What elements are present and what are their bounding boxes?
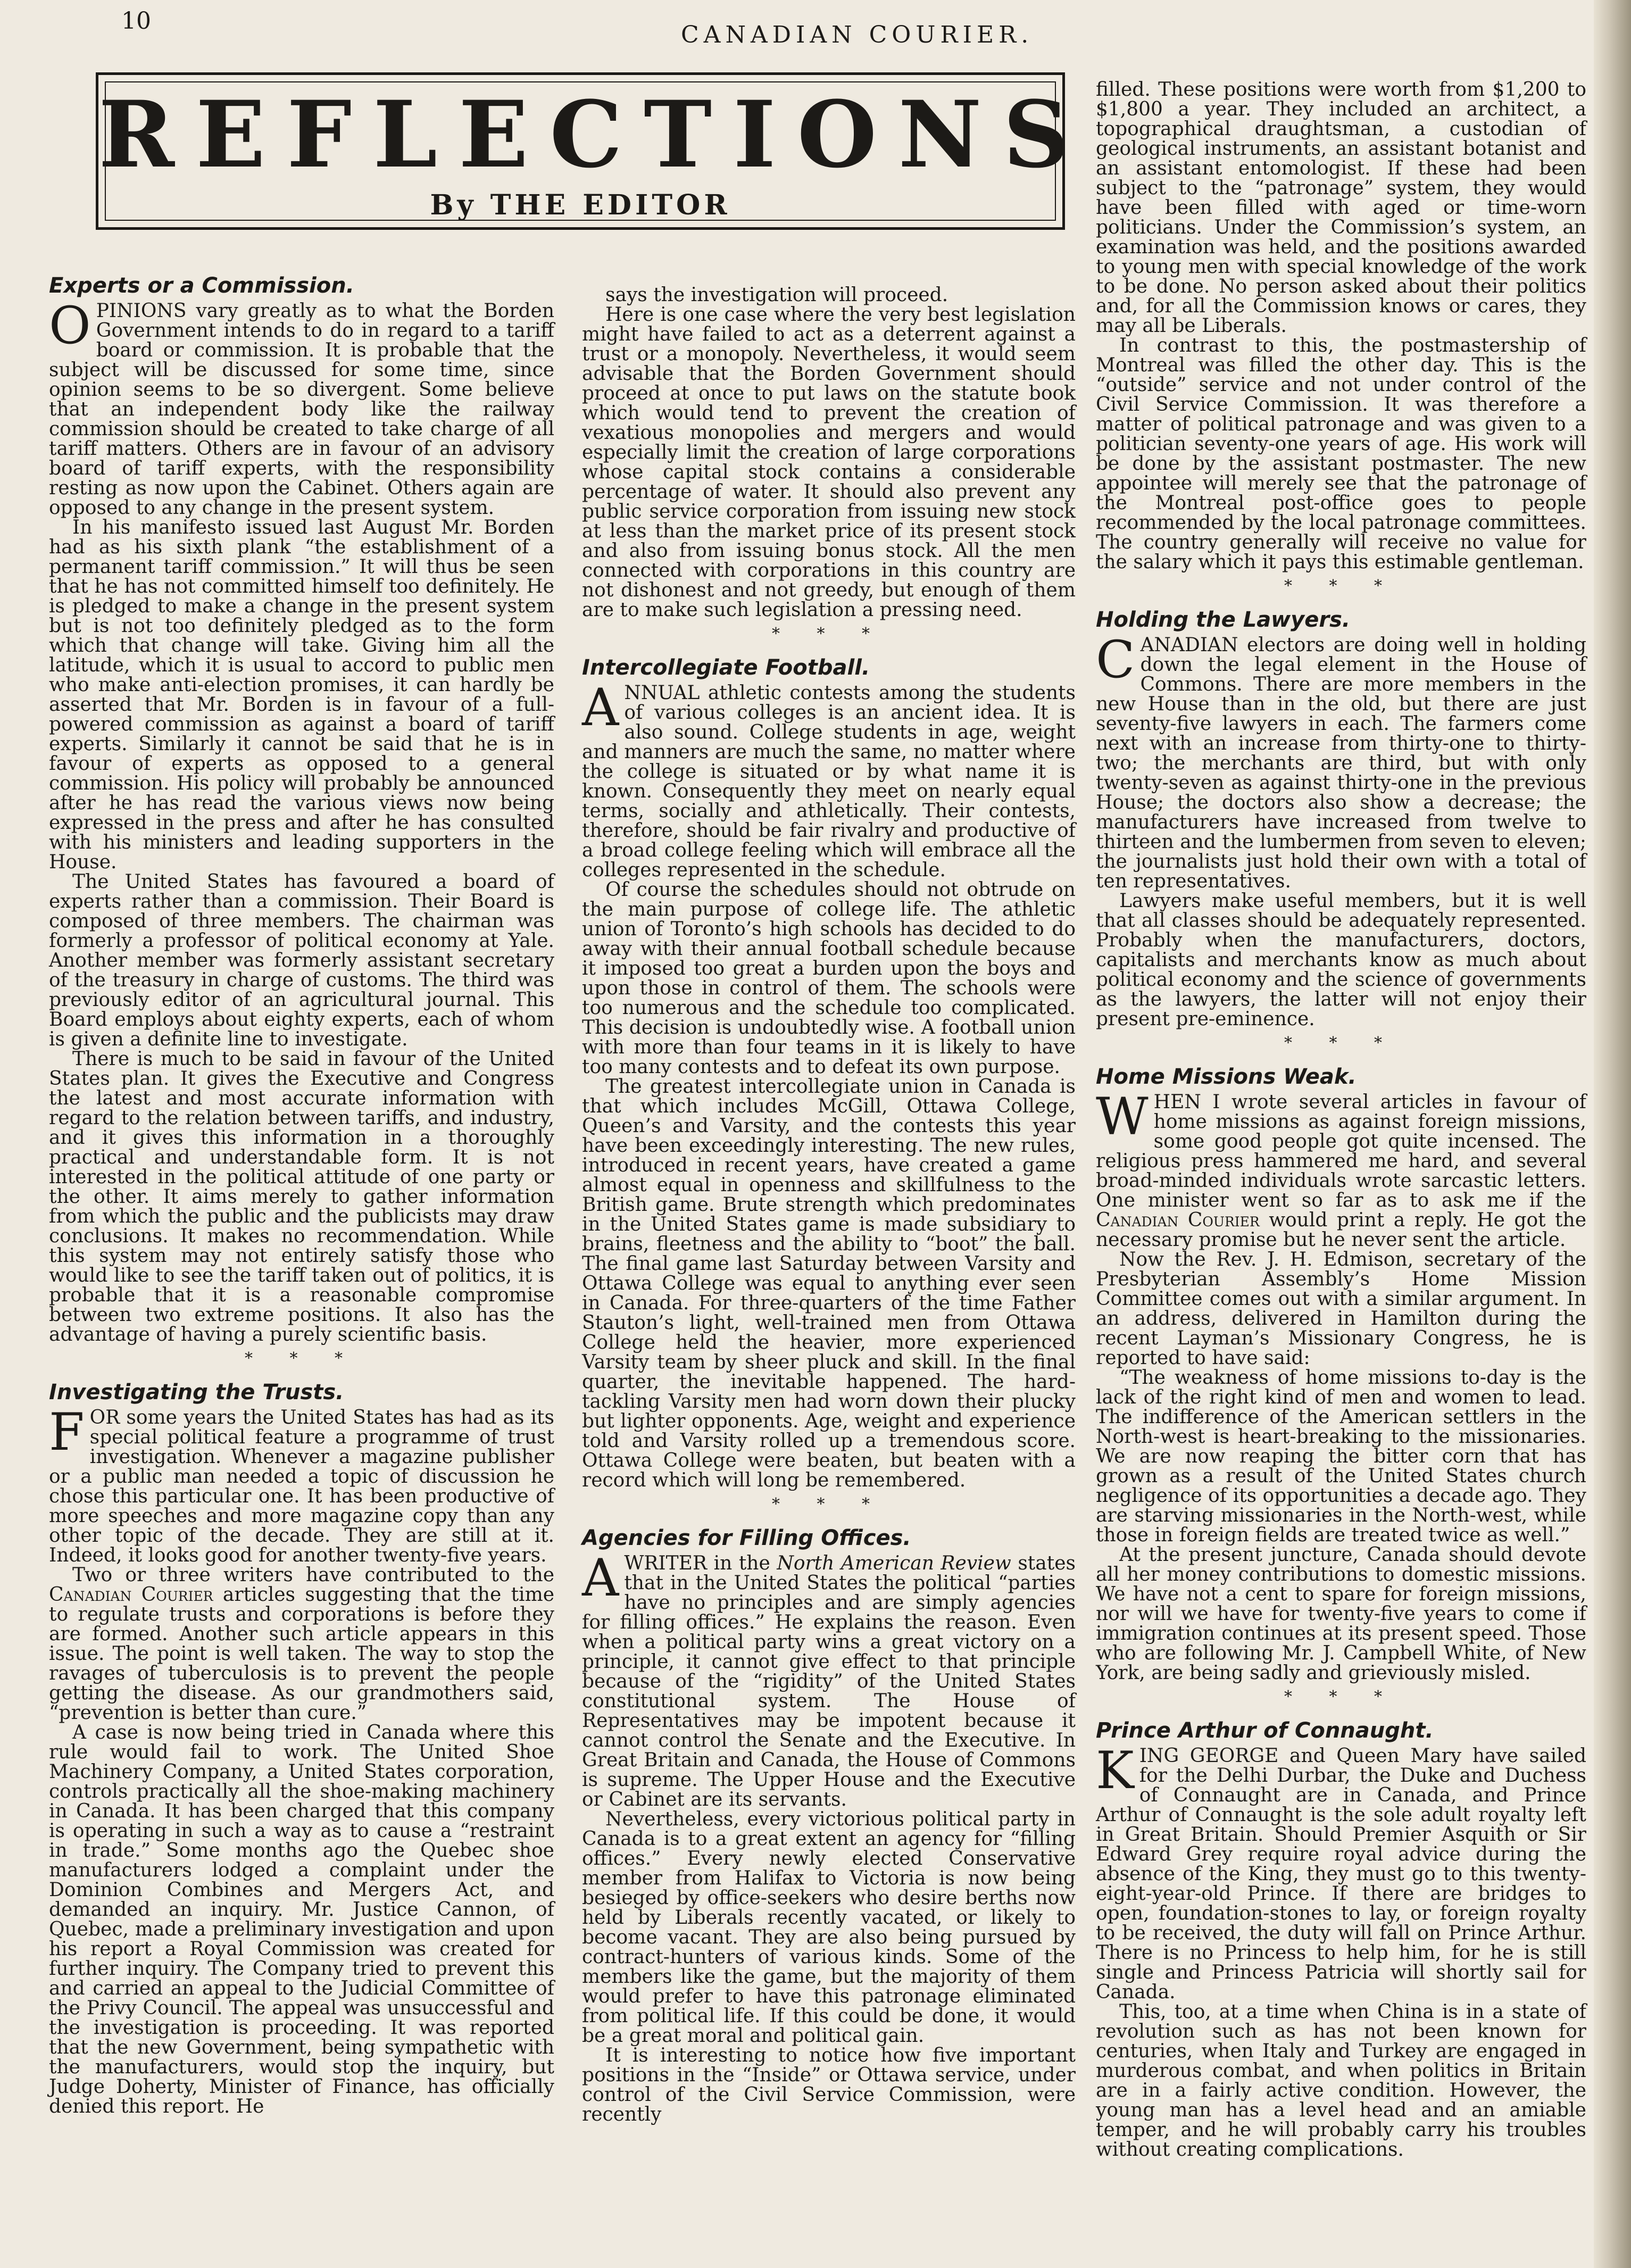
article-paragraph [582,1548,1076,1810]
section-separator: * * * [1284,577,1399,595]
article-paragraph: In his manifesto issued last August Mr. Borden had as his sixth plank “the establishment of a permanent tariff commission.” It will thus be seen that he has not committed himself too definitely. He is pledged to make a change in the present system but is not too definitely pledged as to the form which that change will take. Giving him all the latitude, which it is usual to accord to public men who make anti-election promises, it can hardly be asserted that Mr. Borden is in favour of a full-powered commission as against a board of tariff experts. Similarly it cannot be said that he is in favour of experts as opposed to a general commission. His policy will probably be announced after he has read the various views now being expressed in the press and after he has consulted with his ministers and leading supporters in the House. [49,517,554,873]
section-separator: * * * [771,625,886,643]
article-heading-missions: Home Missions Weak. [1096,1065,1357,1089]
article-paragraph: says the investigation will proceed. [605,284,948,306]
column-2 [582,285,1076,2158]
article-paragraph: Now the Rev. J. H. Edmison, secretary of the Presbyterian Assembly’s Home Mission Committee comes out with a similar argument. In an address, delivered in Hamilton during the recent Layman’s Missionary Congress, he is reported to have said: [1096,1249,1586,1369]
paragraph-text: OR some years the United States has had as its special political feature a programme of trust investigation. Whenever a magazine publisher or a public man needed a topic of discussion he chose this particular one. It has been productive of more speeches and more magazine copy than any other topic of the decade. They are still at it. Indeed, it looks good for another twenty-five years. [49,1407,554,1566]
paragraph-text: NNUAL athletic contests among the students of various colleges is an ancient idea. It is also sound. College students in age, weight and manners are much the same, no matter where the college is situated or by what name it is known. Consequently they meet on nearly equal terms, socially and athletically. Their contests, therefore, should be fair rivalry and productive of a broad college feeling which will embrace all the colleges represented in the schedule. [582,682,1076,881]
running-head: CANADIAN COURIER. [681,21,1034,48]
publication-name: North American Review [777,1552,1011,1574]
drop-cap: A [582,678,619,737]
article-paragraph [49,1565,554,1723]
drop-cap: A [582,1548,619,1608]
article-paragraph: The United States has favoured a board of experts rather than a commission. Their Board is composed of three members. The chairman was formerly a professor of political economy at Yale. Another member was formerly assistant secretary of the treasury in charge of customs. The third was previously editor of an agricultural journal. This Board employs about eighty experts, each of whom is given a definite line to investigate. [49,871,554,1050]
paragraph-text: PINIONS vary greatly as to what the Borden Government intends to do in regard to a tariff board or commission. It is probable that the subject will be discussed for some time, since opinion seems to be so divergent. Some believe that an independent body like the railway commission should be created to take charge of all tariff matters. Others are in favour of an advisory board of tariff experts, with the responsibility resting as now upon the Cabinet. Others again are opposed to any change in the present system. [49,300,554,519]
paragraph-text: would print a reply. He got the necessary promise but he never sent the article. [1096,1209,1587,1251]
paragraph-text: WRITER in the [624,1552,777,1574]
paragraph-text: states that in the United States the political “parties have no principles and are simply agencies for filling offices.” He explains the reason. Even when a political party wins a great victory on a principle, it cannot give effect to that principle because of the “rigidity” of the United States constitutional system. The House of Representatives may be impotent because it cannot control the Senate and the Executive. In Great Britain and Canada, the House of Commons is supreme. The Upper House and the Executive or Cabinet are its servants. [582,1552,1076,1810]
section-separator: * * * [1284,1034,1399,1052]
article-paragraph: Here is one case where the very best legislation might have failed to act as a deterrent against a trust or a monopoly. Nevertheless, it would seem advisable that the Borden Government should proceed at once to put laws on the statute book which would tend to prevent the creation of vexatious monopolies and mergers and would especially limit the creation of large corporations whose capital stock contains a considerable percentage of water. It should also prevent any public service corporation from issuing new stock at less than the market price of its present stock and also from issuing bonus stock. All the men connected with corporations in this country are not dishonest and not greedy, but enough of them are to make such legislation a pressing need. [582,304,1076,621]
paragraph-text: HEN I wrote several articles in favour of home missions as against foreign missions, some good people got quite incensed. The religious press hammered me hard, and several broad-minded individuals wrote sarcastic letters. One minister went so far as to ask me if the [1096,1091,1586,1211]
article-paragraph: Nevertheless, every victorious political party in Canada is to a great extent an agency for “filling offices.” Every newly elected Conservative member from Halifax to Victoria is now being besieged by office-seekers who desire berths now held by Liberals recently vacated, or likely to become vacant. They are also being pursued by contract-hunters of various kinds. Some of the members like the game, but the majority of them would prefer to have this patronage eliminated from political life. If this could be done, it would be a great moral and political gain. [582,1808,1076,2047]
article-paragraph [49,296,554,519]
masthead-byline: By THE EDITOR [430,189,731,221]
article-paragraph: This, too, at a time when China is in a state of revolution such as has not been known for centuries, when Italy and Turkey are engaged in murderous combat, and when politics in Britain are in a fairly active condition. However, the young man has a level head and an amiable temper, and he will probably carry his troubles without creating complications. [1096,2001,1586,2161]
article-heading-connaught: Prince Arthur of Connaught. [1096,1718,1434,1743]
article-paragraph: A case is now being tried in Canada where this rule would fail to work. The United Shoe Machinery Company, a United States corporation, controls practically all the shoe-making machinery in Canada. It has been charged that this company is operating in such a way as to cause a “restraint in trade.” Some months ago the Quebec shoe manufacturers lodged a complaint under the Dominion Combines and Mergers Act, and demanded an inquiry. Mr. Justice Cannon, of Quebec, made a preliminary investigation and upon his report a Royal Commission was created for further inquiry. The Company tried to prevent this and carried an appeal to the Judicial Committee of the Privy Council. The appeal was unsuccessful and the investigation is proceeding. It was reported that the new Government, being sympathetic with the manufacturers, would stop the inquiry, but Judge Doherty, Minister of Finance, has officially denied this report. He [49,1722,554,2117]
article-heading-football: Intercollegiate Football. [582,655,870,680]
drop-cap: C [1096,630,1135,689]
column-2-content [582,285,1076,2124]
publication-name: Canadian Courier [1096,1209,1260,1231]
drop-cap: O [49,296,91,355]
drop-cap: F [49,1402,85,1462]
drop-cap: W [1096,1087,1149,1147]
column-1-content [49,266,554,2116]
article-heading-lawyers: Holding the Lawyers. [1096,608,1351,632]
article-paragraph [1096,1087,1587,1251]
column-3-content [1096,80,1586,2159]
page-number: 10 [121,7,151,35]
article-paragraph [1096,1741,1586,2003]
article-paragraph [1096,630,1586,892]
article-paragraph: Lawyers make useful members, but it is well that all classes should be adequately represented. Probably when the manufacturers, doctors, capitalists and merchants know as much about political economy and the science of governments as the lawyers, the latter will not enjoy their present pre-eminence. [1096,890,1586,1030]
article-paragraph: “The weakness of home missions to-day is the lack of the right kind of men and women to lead. The indifference of the American settlers in the North-west is heart-breaking to the missionaries. We are now reaping the bitter corn that has grown as a result of the United States church negligence of its opportunities a decade ago. They are starving missionaries in the North-west, while those in foreign fields are treated twice as well.” [1096,1367,1586,1546]
article-paragraph: filled. These positions were worth from $1,200 to $1,800 a year. They included an architect, a topographical draughtsman, a custodian of geological instruments, an assistant botanist and an assistant entomologist. If these had been subject to the “patronage” system, they would have been filled with aged or time-worn politicians. Under the Commission’s system, an examination was held, and the positions awarded to young men with special knowledge of the work to be done. No person asked about their politics and, for all the Commission knows or cares, they may all be Liberals. [1096,79,1586,337]
article-paragraph: It is interesting to notice how five important positions in the “Inside” or Ottawa service, under control of the Civil Service Commission, were recently [582,2045,1076,2125]
binding-shadow [1594,0,1631,2268]
article-paragraph: At the present juncture, Canada should devote all her money contributions to domestic missions. We have not a cent to spare for foreign missions, nor will we have for twenty-five years to come if immigration continues at its present speed. Those who are following Mr. J. Campbell White, of New York, are being sadly and grieviously misled. [1096,1544,1586,1684]
article-paragraph: The greatest intercollegiate union in Canada is that which includes McGill, Ottawa College, Queen’s and Varsity, and the contests this year have been exceedingly interesting. The new rules, introduced in recent years, have created a game almost equal in openness and skillfulness to the British game. Brute strength which predominates in the United States game is made subsidiary to brains, fleetness and the ability to “boot” the ball. The final game last Saturday between Varsity and Ottawa College was equal to anything ever seen in Canada. For three-quarters of the time Father Stauton’s light, well-trained men from Ottawa College held the heavier, more experienced Varsity team by sheer pluck and skill. In the final quarter, the inevitable happened. The hard-tackling Varsity men had worn down their plucky but lighter opponents. Age, weight and experience told and Varsity rolled up a tremendous score. Ottawa College were beaten, but beaten with a record which will long be remembered. [582,1076,1076,1491]
paragraph-text: ANADIAN electors are doing well in holding down the legal element in the House of Commons. There are more members in the new House than in the old, but there are just seventy-five lawyers in each. The farmers come next with an increase from thirty-one to thirty-two; the merchants are third, but with only twenty-seven as against thirty-one in the previous House; the doctors also show a decrease; the manufacturers have increased from twelve to thirteen and the lumbermen from seven to eleven; the journalists just hold their own with a total of ten representatives. [1096,634,1586,892]
article-paragraph: Of course the schedules should not obtrude on the main purpose of college life. The athletic union of Toronto’s high schools has decided to do away with their annual football schedule because it imposed too great a burden upon the boys and upon those in control of them. The schools were too numerous and the schedule too complicated. This decision is undoubtedly wise. A football union with more than four teams in it is likely to have too many contests and to defeat its own purpose. [582,879,1076,1078]
article-paragraph: In contrast to this, the postmastership of Montreal was filled the other day. This is the “outside” service and not under control of the Civil Service Commission. It was therefore a matter of political patronage and was given to a politician seventy-one years of age. His work will be done by the assistant postmaster. The new appointee will merely see that the patronage of the Montreal post-office goes to people recommended by the local patronage committees. The country generally will receive no value for the salary which it pays this estimable gentleman. [1096,335,1586,573]
column-1 [49,266,554,2160]
paragraph-text: Two or three writers have contributed to the [72,1564,554,1586]
article-heading-experts: Experts or a Commission. [49,273,354,298]
section-separator: * * * [771,1495,886,1514]
publication-name: Canadian Courier [49,1584,213,1606]
paragraph-text: articles suggesting that the time to regulate trusts and corporations is before they are formed. Another such article appears in this issue. The point is well taken. The way to stop the ravages of tuberculosis is to prevent the people getting the disease. As our grandmothers said, “prevention is better than cure.” [49,1584,555,1724]
section-separator: * * * [244,1349,359,1368]
article-paragraph: There is much to be said in favour of the United States plan. It gives the Executive and Congress the latest and most accurate information with regard to the relation between tariffs, and industry, and it gives this information in a thoroughly practical and understandable form. It is not interested in the political attitude of one party or the other. It aims merely to gather information from which the public and the publicists may draw conclusions. It makes no recommendation. While this system may not entirely satisfy those who would like to see the tariff taken out of politics, it is probable that it is a reasonable compromise between two extreme positions. It also has the advantage of having a purely scientific basis. [49,1048,554,1345]
paragraph-text: ING GEORGE and Queen Mary have sailed for the Delhi Durbar, the Duke and Duchess of Connaught are in Canada, and Prince Arthur of Connaught is the sole adult royalty left in Great Britain. Should Premier Asquith or Sir Edward Grey require royal advice during the absence of the King, they must go to this twenty-eight-year-old Prince. If there are bridges to open, foundation-stones to lay, or foreign royalty to be received, the duty will fall on Prince Arthur. There is no Princess to help him, for he is still single and Princess Patricia will shortly sail for Canada. [1096,1745,1586,2003]
masthead-box [96,72,1091,230]
article-heading-trusts: Investigating the Trusts. [49,1380,344,1405]
section-separator: * * * [1284,1688,1399,1706]
article-heading-agencies: Agencies for Filling Offices. [582,1526,911,1550]
column-3 [1096,80,1586,2171]
masthead-title: REFLECTIONS [98,80,1091,188]
drop-cap: K [1096,1741,1134,1800]
article-paragraph [582,678,1076,881]
article-paragraph [49,1402,554,1566]
